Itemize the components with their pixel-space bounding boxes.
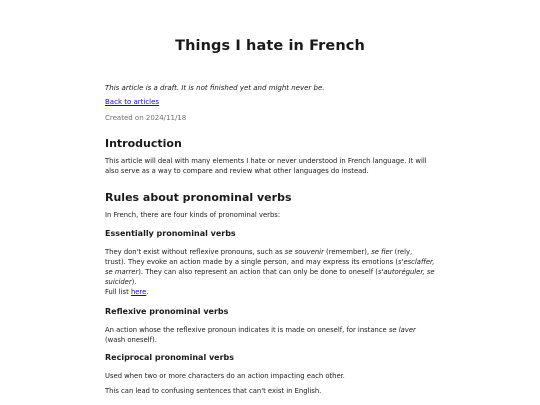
text-run: . xyxy=(146,288,149,296)
subheading-essentially-pronominal: Essentially pronominal verbs xyxy=(105,229,236,238)
text-run: Full list xyxy=(105,288,131,296)
reciprocal-paragraph-1: Used when two or more characters do an action impacting each other. xyxy=(105,372,345,380)
back-to-articles-link[interactable]: Back to articles xyxy=(105,98,160,106)
subheading-reflexive-pronominal: Reflexive pronominal verbs xyxy=(105,307,229,316)
full-list-link[interactable]: here xyxy=(130,288,147,296)
essentially-paragraph xyxy=(105,247,435,287)
text-run: (remember), xyxy=(323,248,372,256)
text-run: ). xyxy=(131,278,137,286)
rules-paragraph: In French, there are four kinds of pronominal verbs: xyxy=(105,211,281,219)
subheading-reciprocal-pronominal: Reciprocal pronominal verbs xyxy=(105,353,235,362)
draft-note: This article is a draft. It is not finished yet and might never be. xyxy=(105,84,325,92)
example-term: s'esclaffer, se marrer xyxy=(105,258,435,276)
example-term: se laver xyxy=(388,326,416,334)
example-term: s'autoréguler, se suicider xyxy=(105,268,435,286)
section-heading-introduction: Introduction xyxy=(105,137,182,150)
example-term: se souvenir xyxy=(284,248,324,256)
text-run: (rely, trust). They evoke an action made by a single person, and may express its emotions ( xyxy=(105,248,413,266)
intro-paragraph: This article will deal with many elements I hate or never understood in French language. It will also serve as a way to compare and review what other languages do instead. xyxy=(105,157,427,175)
text-run: They don't exist without reflexive pronouns, such as xyxy=(105,248,285,256)
text-run: An action whose the reflexive pronoun indicates it is made on oneself, for instance xyxy=(105,326,389,334)
created-date: Created on 2024/11/18 xyxy=(105,114,187,122)
section-heading-pronominal-verbs: Rules about pronominal verbs xyxy=(105,191,292,204)
reciprocal-paragraph-2: This can lead to confusing sentences that can't exist in English. xyxy=(105,387,322,395)
text-run: (wash oneself). xyxy=(105,336,157,344)
text-run: ). They can also represent an action that can only be done to oneself ( xyxy=(138,268,378,276)
reflexive-paragraph xyxy=(105,325,435,345)
full-list-paragraph xyxy=(105,287,148,297)
example-term: se fier xyxy=(371,248,393,256)
page-title: Things I hate in French xyxy=(175,38,365,54)
